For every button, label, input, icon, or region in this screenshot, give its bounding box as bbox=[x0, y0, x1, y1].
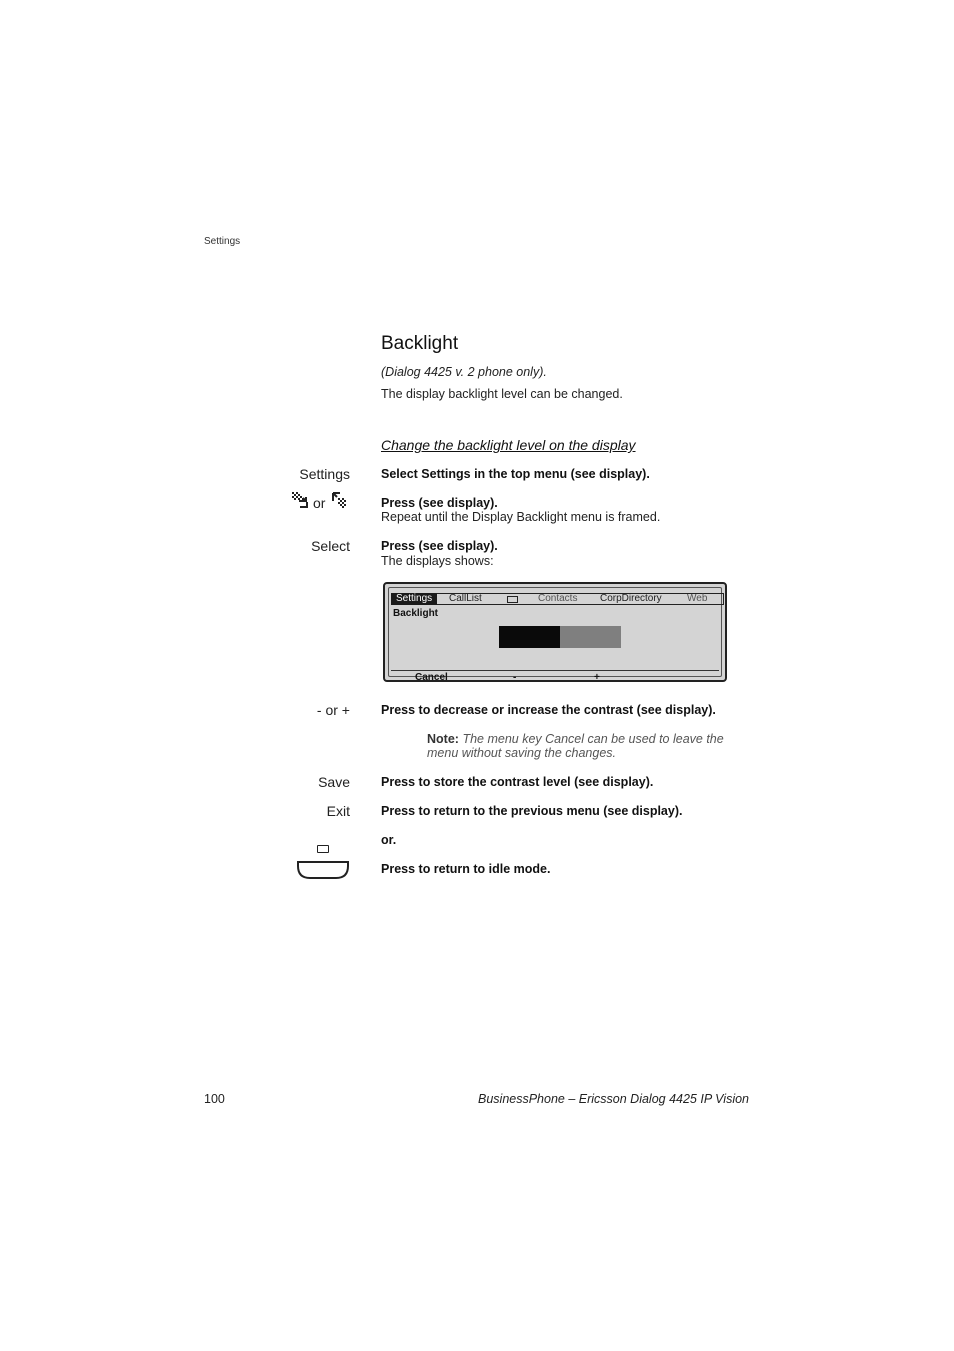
model-note: (Dialog 4425 v. 2 phone only). bbox=[381, 365, 547, 379]
phone-display bbox=[383, 582, 727, 682]
idle-key-icon bbox=[296, 860, 350, 880]
note-text: The menu key Cancel can be used to leave the menu without saving the changes. bbox=[427, 732, 724, 760]
footer-product: BusinessPhone – Ericsson Dialog 4425 IP Vision bbox=[478, 1092, 749, 1106]
phone-icon bbox=[507, 596, 518, 603]
idle-instruction: Press to return to idle mode. bbox=[381, 862, 551, 876]
exit-instruction: Press to return to the previous menu (see display). bbox=[381, 804, 683, 818]
display-screen bbox=[388, 587, 722, 683]
select-key-label: Select bbox=[311, 538, 350, 554]
cancel-note bbox=[427, 732, 757, 760]
select-instruction: Press (see display). bbox=[381, 539, 498, 553]
page-number: 100 bbox=[204, 1092, 225, 1106]
settings-instruction: Select Settings in the top menu (see display). bbox=[381, 467, 650, 481]
exit-key-label: Exit bbox=[326, 803, 350, 819]
intro-text: The display backlight level can be changed. bbox=[381, 387, 623, 401]
settings-key-label: Settings bbox=[299, 466, 350, 482]
save-key-label: Save bbox=[318, 774, 350, 790]
adjust-key-label: - or + bbox=[316, 702, 350, 718]
navigate-right-icon bbox=[291, 491, 309, 509]
navigate-detail: Repeat until the Display Backlight menu is framed. bbox=[381, 510, 661, 524]
or-text: or. bbox=[381, 833, 397, 847]
display-backlight-label: Backlight bbox=[393, 608, 439, 619]
softkey-divider bbox=[391, 670, 719, 671]
display-menu-contacts: Contacts bbox=[538, 593, 578, 604]
note-label: Note: bbox=[427, 732, 459, 746]
adjust-instruction: Press to decrease or increase the contrast (see display). bbox=[381, 703, 716, 717]
display-menu-bar bbox=[391, 593, 724, 605]
navigate-left-icon bbox=[331, 491, 349, 509]
softkey-plus: + bbox=[594, 672, 600, 683]
softkey-cancel: Cancel bbox=[415, 672, 448, 683]
select-detail: The displays shows: bbox=[381, 554, 494, 568]
phone-key-icon bbox=[317, 845, 329, 853]
running-head: Settings bbox=[204, 236, 241, 247]
display-menu-web: Web bbox=[687, 593, 708, 604]
save-instruction: Press to store the contrast level (see display). bbox=[381, 775, 654, 789]
section-title: Backlight bbox=[381, 333, 459, 354]
navigate-instruction: Press (see display). bbox=[381, 496, 498, 510]
backlight-level-filled bbox=[499, 626, 560, 648]
subheading: Change the backlight level on the display bbox=[381, 437, 636, 453]
display-menu-settings: Settings bbox=[391, 593, 437, 605]
backlight-level-empty bbox=[560, 626, 621, 648]
display-menu-calllist: CallList bbox=[449, 593, 482, 604]
display-menu-corpdirectory: CorpDirectory bbox=[600, 593, 662, 604]
softkey-minus: - bbox=[513, 672, 517, 683]
nav-or-text: or bbox=[313, 495, 326, 511]
